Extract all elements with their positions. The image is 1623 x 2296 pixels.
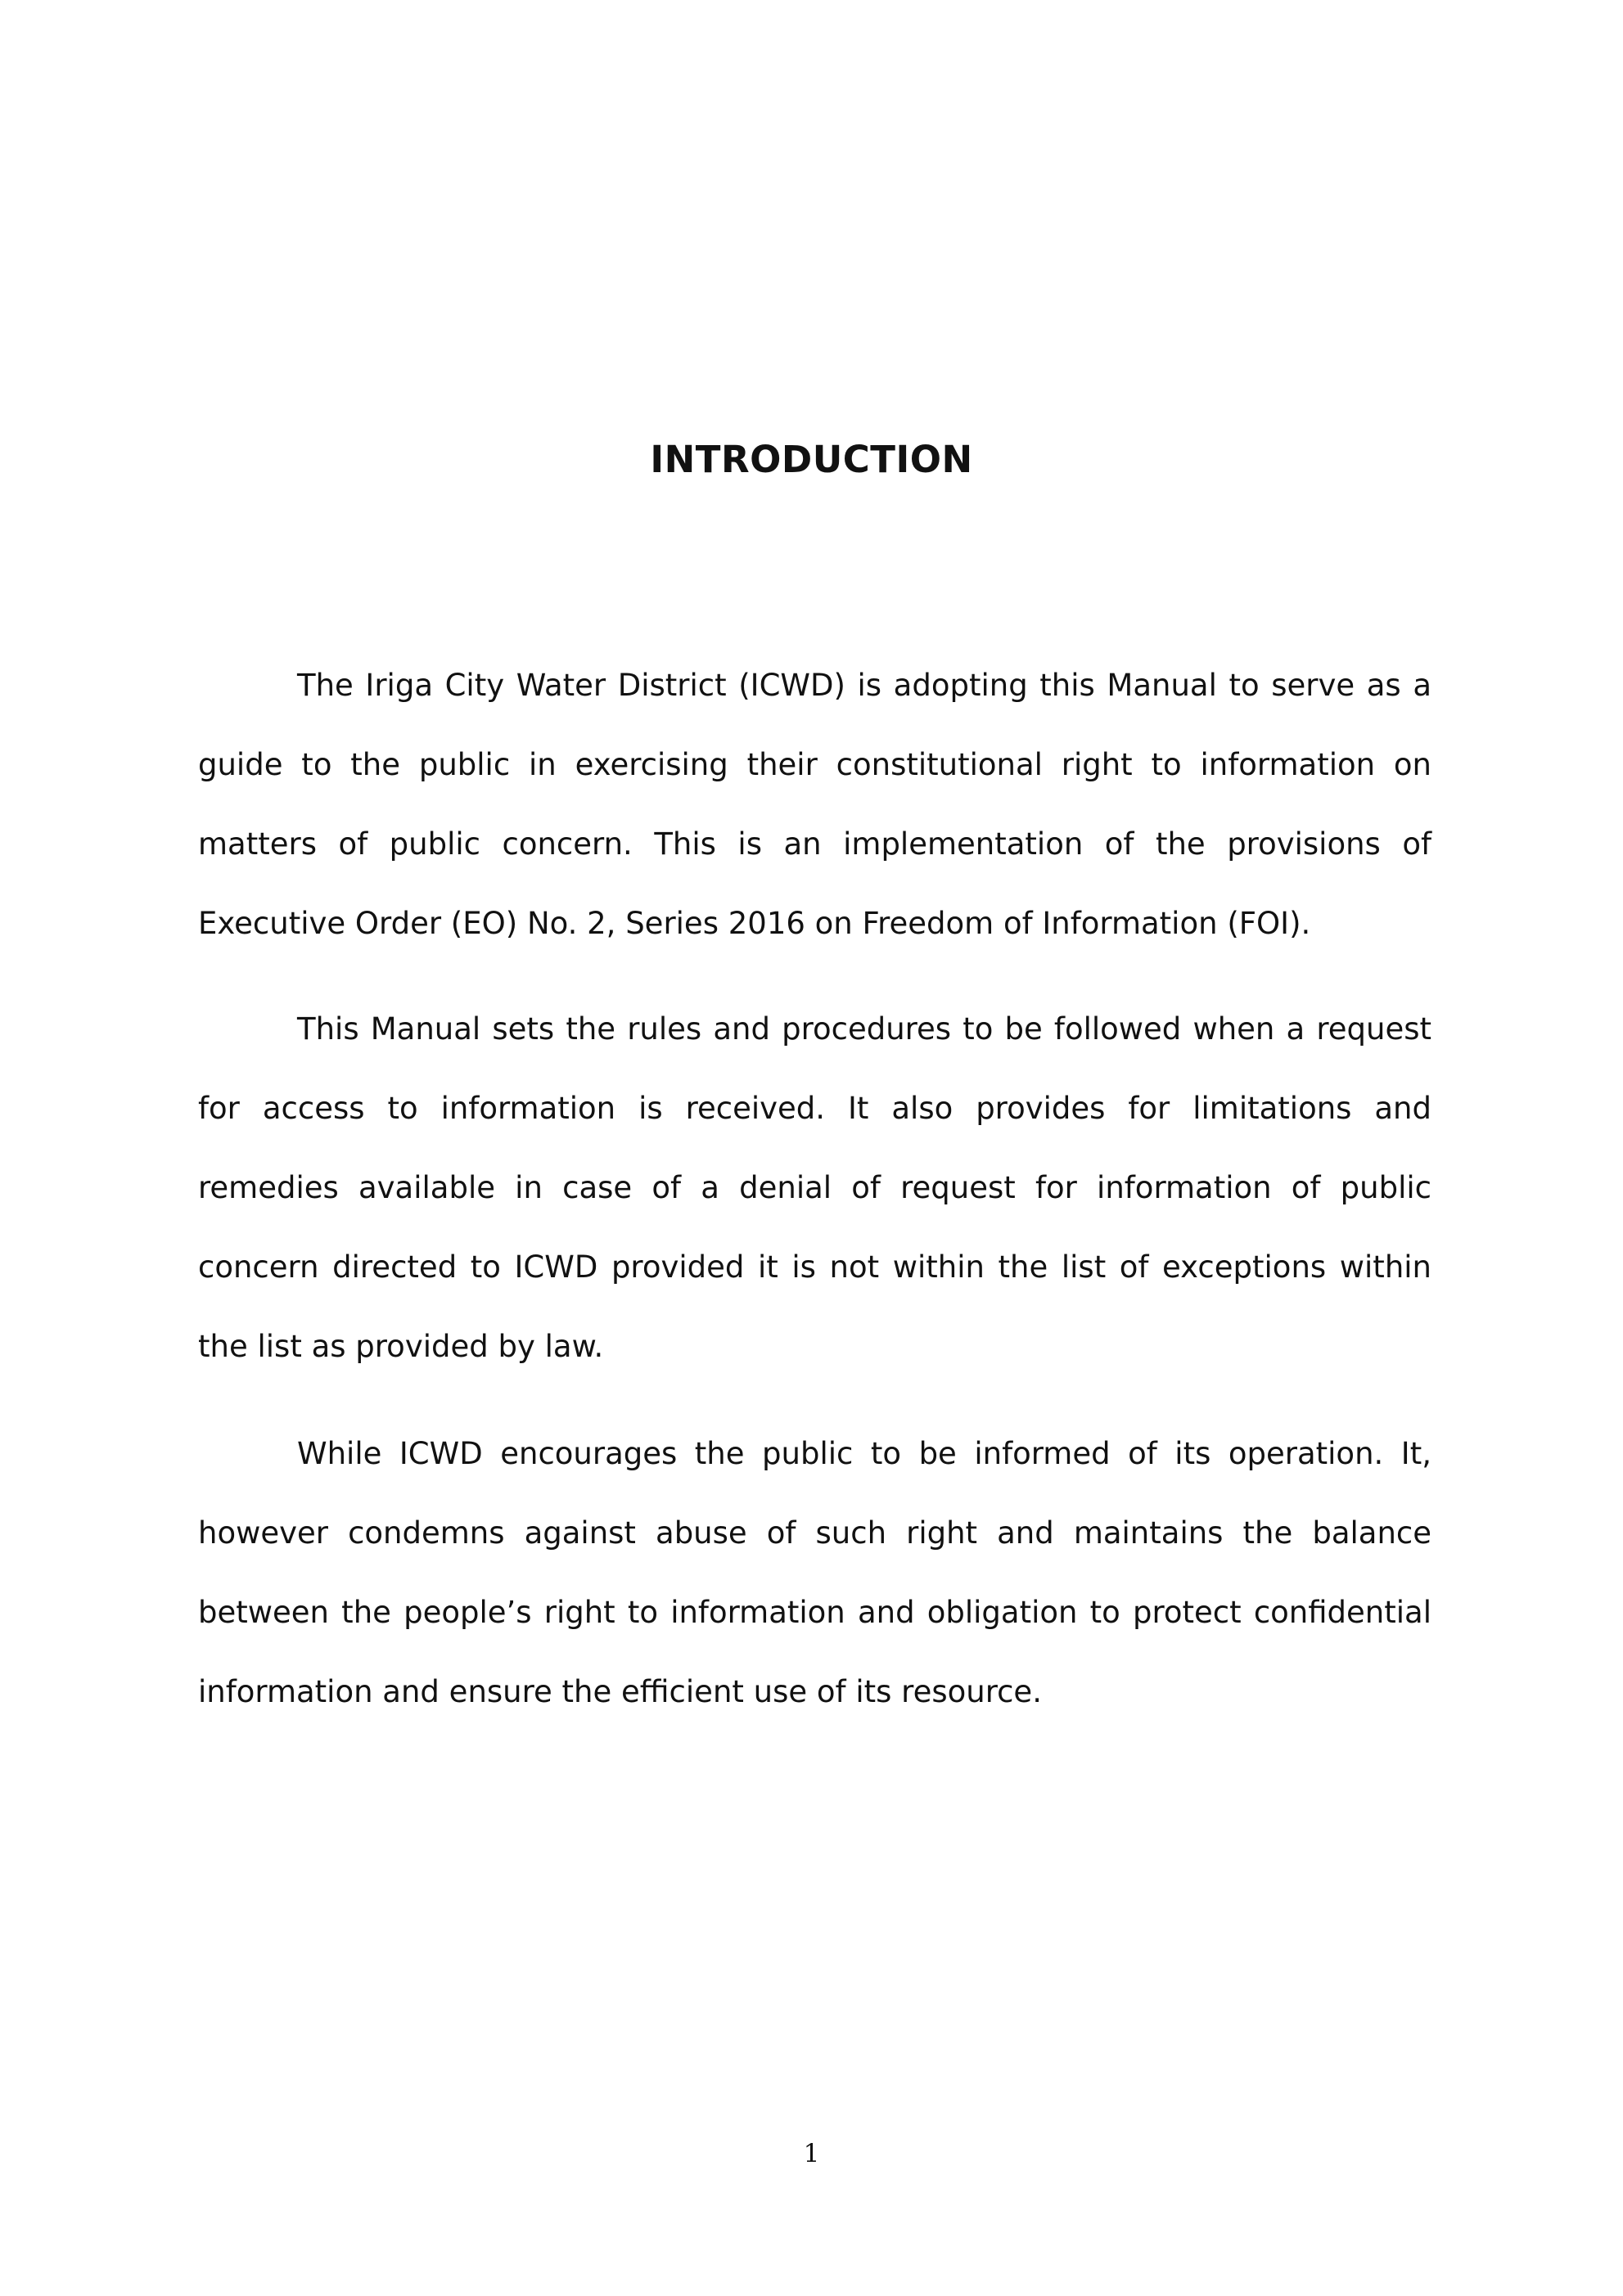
page-number: 1 bbox=[803, 2139, 820, 2168]
paragraph-balance: While ICWD encourages the public to be informed of its operation. It, however condemns against abuse of such right and maintains the balance between the people’s right to information and obligation to protect confidential information and ensure the efficient use of its resource. bbox=[198, 1436, 1431, 1709]
paragraph-scope: This Manual sets the rules and procedures to be followed when a request for access to information is received. It also provides for limitations and remedies available in case of a denial of request for information of public concern directed to ICWD provided it is not within the list of exceptions within the list as provided by law. bbox=[198, 1011, 1431, 1364]
paragraph-purpose: The Iriga City Water District (ICWD) is adopting this Manual to serve as a guide to the public in exercising their constitutional right to information on matters of public concern. This is an implementation of the provisions of Executive Order (EO) No. 2, Series 2016 on Freedom of Information (FOI). bbox=[198, 668, 1431, 941]
page-title: INTRODUCTION bbox=[650, 438, 973, 481]
